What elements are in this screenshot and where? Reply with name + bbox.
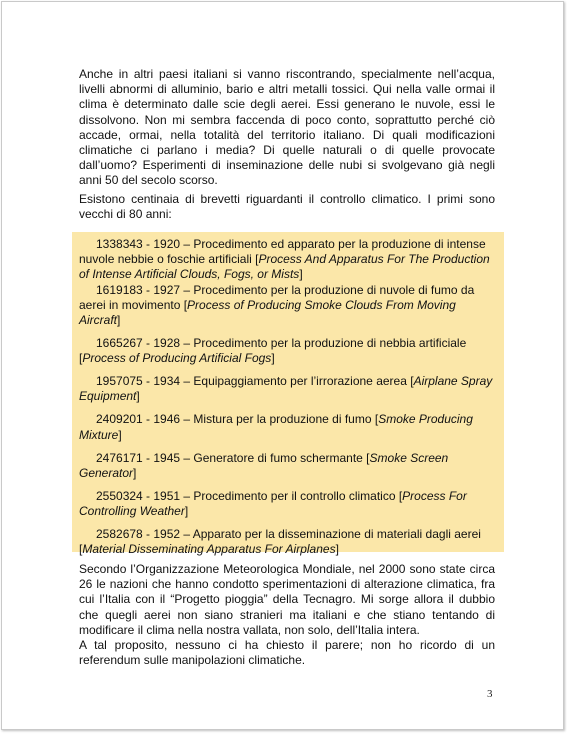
patent-text: 1957075 - 1934 – Equipaggiamento per l’irrorazione aerea [ (96, 374, 414, 389)
patent-close-bracket: ] (184, 504, 189, 519)
patent-close-bracket: ] (117, 313, 121, 328)
patent-english-title: Smoke Screen Generator (79, 450, 449, 480)
patent-entry (79, 237, 496, 283)
patent-english-title: Airplane Spray Equipment (79, 374, 493, 404)
patent-entry (79, 451, 496, 481)
patent-english-title: Process of Producing Smoke Clouds From Moving Aircraft (79, 297, 456, 328)
patent-close-bracket: ] (136, 389, 140, 404)
patent-english-title: Process For Controlling Weather (79, 488, 467, 519)
page-number: 3 (487, 688, 493, 700)
patent-close-bracket: ] (299, 267, 303, 282)
intro-paragraph: Anche in altri paesi italiani si vanno riscontrando, specialmente nell’acqua, livelli abnormi di alluminio, bario e altri metalli tossici. Qui nella valle ormai il clima è determinato dalle scie degli aerei. Essi generano le nuvole, essi le dissolvono. Non mi sembra faccenda di poco conto, soprattutto perché ciò accade, ormai, nella totalità del territorio italiano. Di quali modificazioni climatiche ci parlano i media? Di quelle naturali o di quelle provocate dall’uomo? Esperimenti di inseminazione delle nubi si svolgevano già negli anni 50 del secolo scorso. (79, 67, 495, 188)
closing-paragraph: Secondo l’Organizzazione Meteorologica Mondiale, nel 2000 sono state circa 26 le nazioni che hanno condotto sperimentazioni di alterazione climatica, fra cui l’Italia con il “Progetto pioggia” della Tecnagro. Mi sorge allora il dubbio che quegli aerei non siano stranieri ma italiani e che stiano tentando di modificare il clima nella nostra vallata, non solo, dell’Italia intera. (79, 562, 495, 637)
patent-entry (79, 283, 496, 329)
patent-entry (79, 336, 496, 366)
patent-text: 1338343 - 1920 – Procedimento ed apparato per la produzione di intense nuvole nebbie o foschie artificiali [ (79, 237, 486, 267)
patent-english-title: Process of Producing Artificial Fogs (82, 351, 272, 366)
patents-intro-paragraph: Esistono centinaia di brevetti riguardanti il controllo climatico. I primi sono vecchi di 80 anni: (79, 192, 495, 222)
patent-entry (79, 412, 496, 442)
patent-english-title: Material Disseminating Apparatus For Airplanes (82, 542, 336, 557)
patent-text: 2582678 - 1952 – Apparato per la disseminazione di materiali dagli aerei [ (79, 527, 481, 557)
patent-text: 2550324 - 1951 – Procedimento per il controllo climatico [ (96, 488, 403, 503)
patent-close-bracket: ] (118, 427, 122, 442)
patent-close-bracket: ] (271, 351, 275, 366)
patent-close-bracket: ] (133, 465, 137, 480)
patent-english-title: Smoke Producing Mixture (79, 412, 473, 442)
patent-text: 1619183 - 1927 – Procedimento per la produzione di nuvole di fumo da aerei in movimento [ (79, 282, 475, 312)
patent-text: 2476171 - 1945 – Generatore di fumo schermante [ (96, 450, 370, 465)
patent-close-bracket: ] (335, 542, 339, 557)
patent-text: 1665267 - 1928 – Procedimento per la produzione di nebbia artificiale [ (79, 336, 467, 366)
patent-text: 2409201 - 1946 – Mistura per la produzione di fumo [ (96, 412, 379, 427)
patent-entry (79, 374, 496, 404)
patent-english-title: Process And Apparatus For The Production of Intense Artificial Clouds, Fogs, or Mists (79, 252, 490, 282)
closing-line: A tal proposito, nessuno ci ha chiesto il parere; non ho ricordo di un referendum sulle manipolazioni climatiche. (79, 638, 495, 668)
patents-highlight-box (72, 232, 504, 557)
patent-entry (79, 489, 496, 519)
closing-section (79, 562, 495, 668)
document-page (1, 1, 564, 730)
patent-entry (79, 527, 496, 557)
